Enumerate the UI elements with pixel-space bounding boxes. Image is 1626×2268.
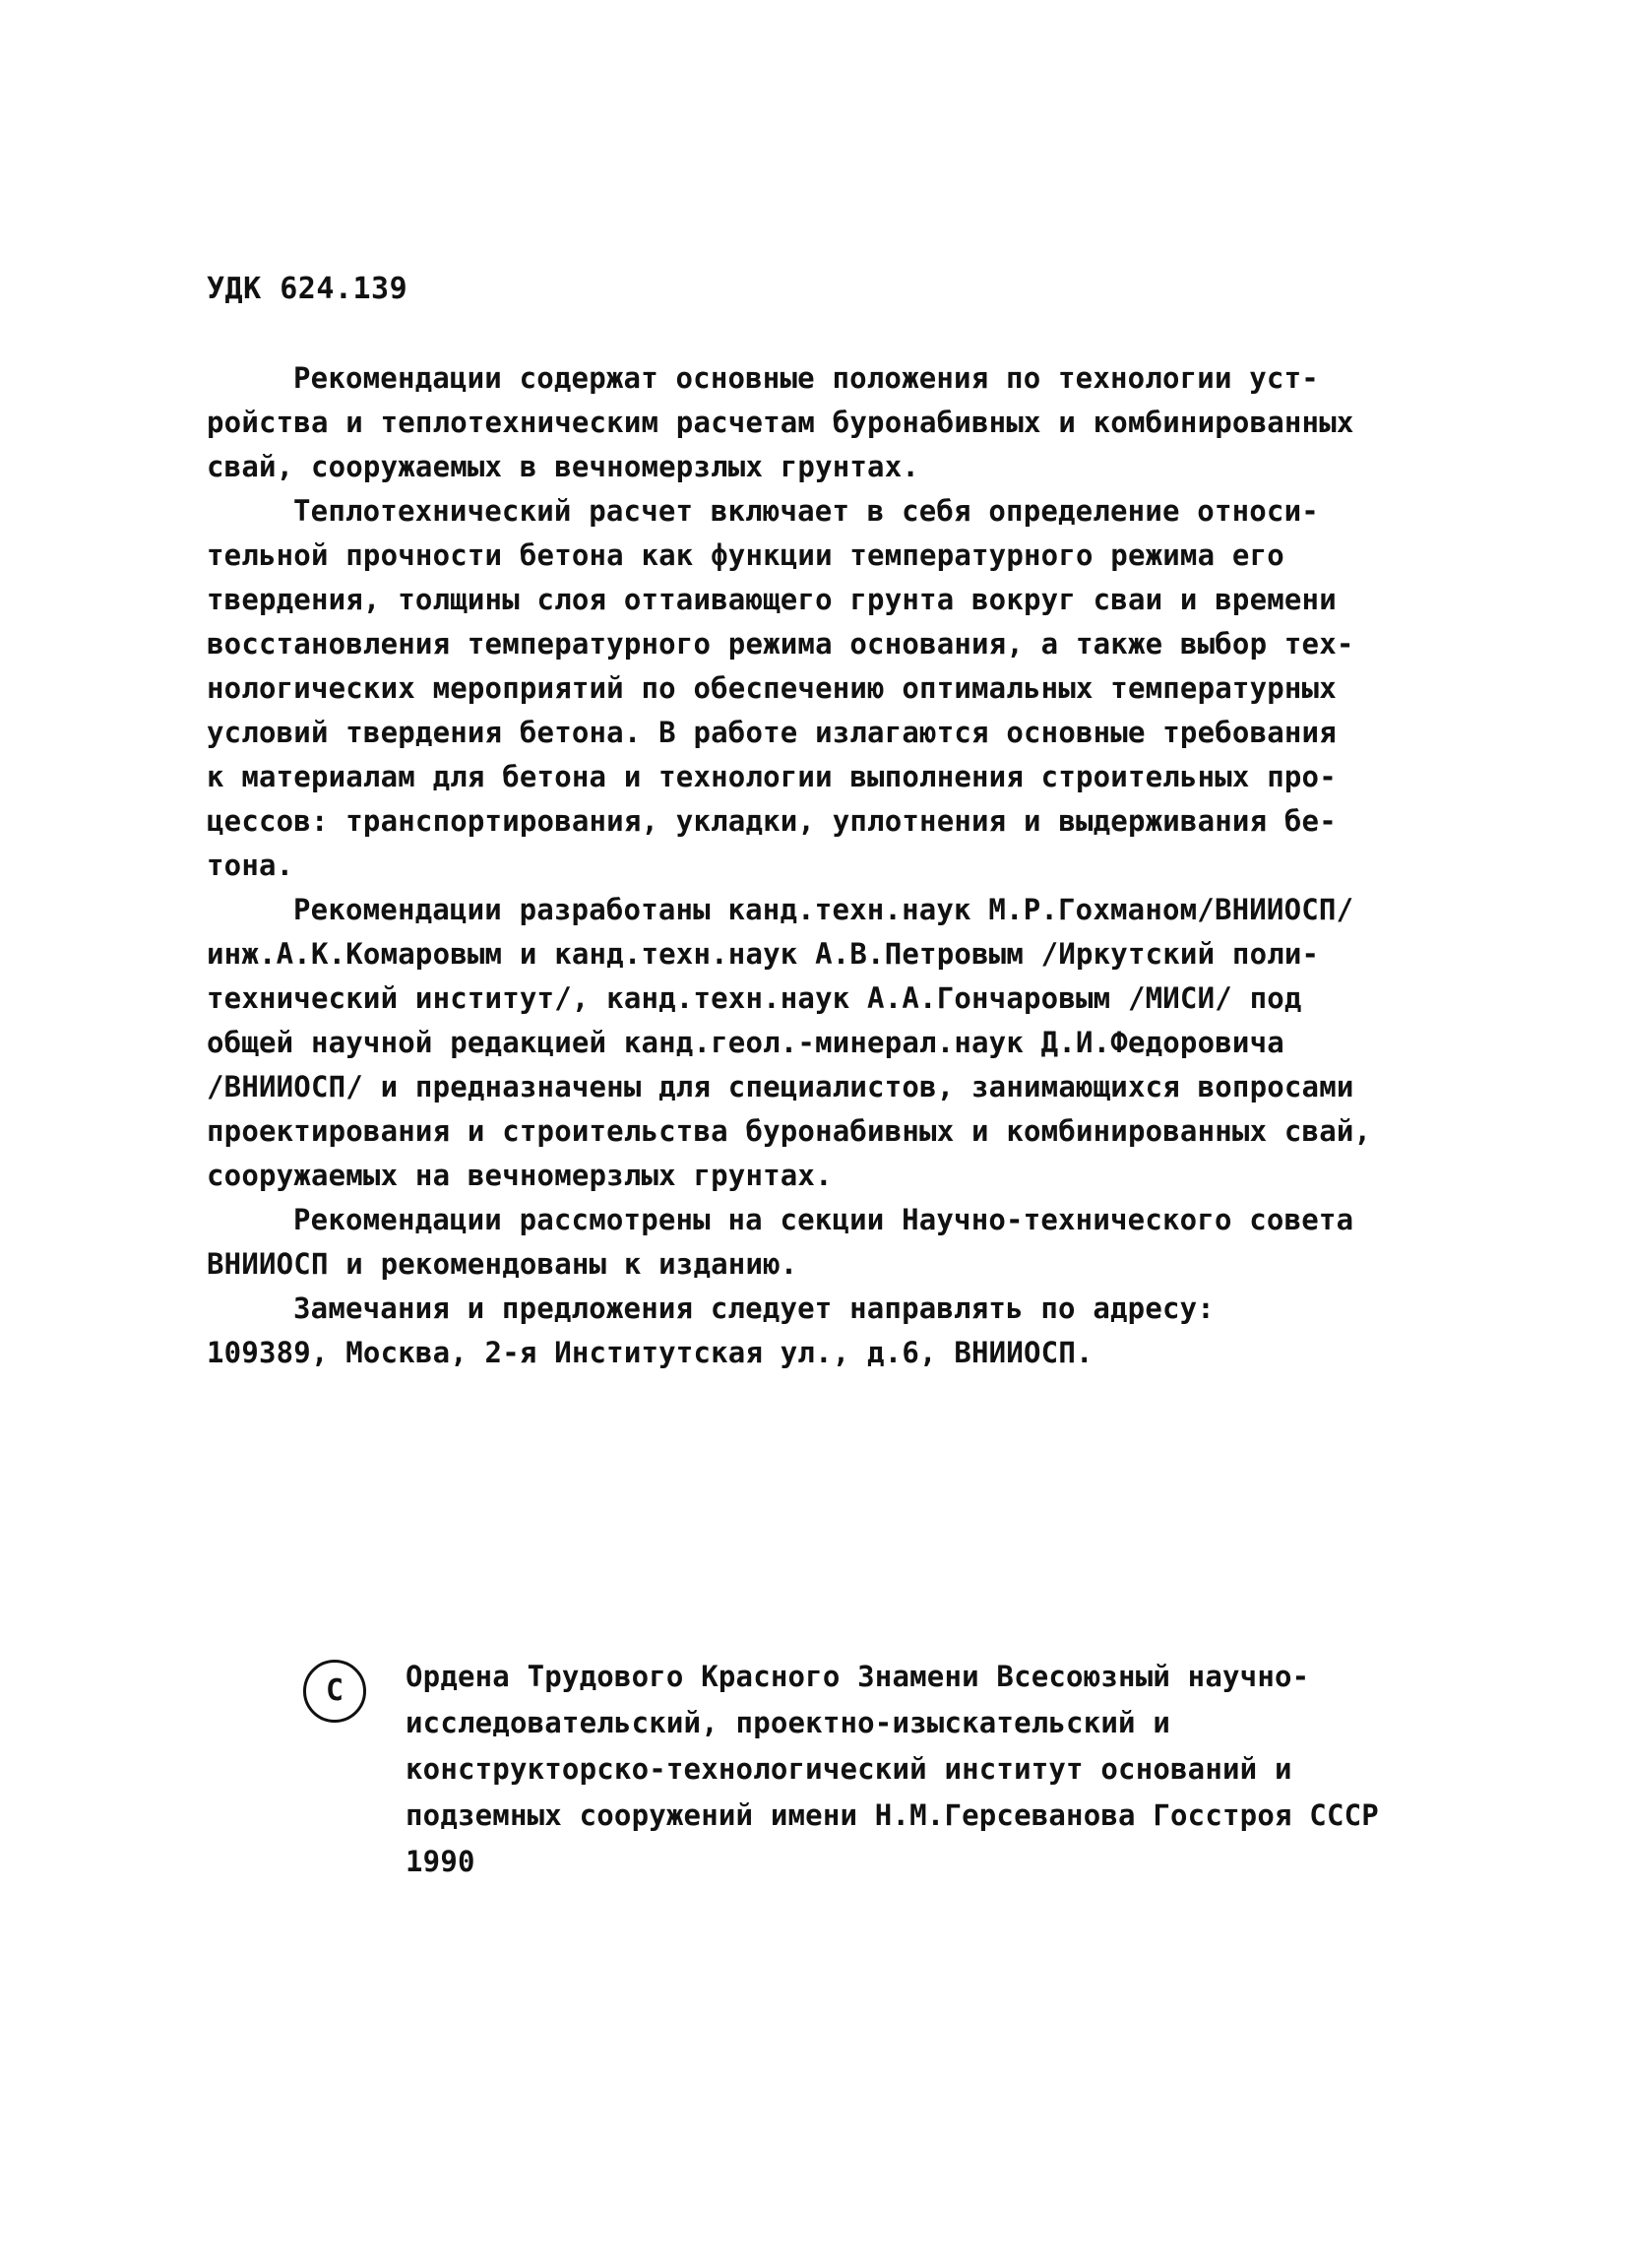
paragraph-line: цессов: транспортирования, укладки, уплотнения и выдерживания бе- (207, 804, 1337, 838)
paragraph-line: Рекомендации рассмотрены на секции Научно-технического совета (293, 1203, 1354, 1236)
paragraph-line: тона. (207, 849, 294, 882)
paragraph-5 (207, 1287, 1417, 1375)
paragraph-line: технический институт/, канд.техн.наук А.А.Гончаровым /МИСИ/ под (207, 981, 1302, 1015)
paragraph-2 (207, 489, 1417, 888)
paragraph-line: свай, сооружаемых в вечномерзлых грунтах. (207, 450, 920, 483)
paragraph-3 (207, 888, 1417, 1198)
paragraph-line: Теплотехнический расчет включает в себя определение относи- (293, 494, 1319, 528)
paragraph-4 (207, 1198, 1417, 1287)
paragraph-line: восстановления температурного режима основания, а также выбор тех- (207, 627, 1354, 661)
paragraph-line: Рекомендации разработаны канд.техн.наук М.Р.Гохманом/ВНИИОСП/ (293, 893, 1354, 926)
paragraph-line: сооружаемых на вечномерзлых грунтах. (207, 1159, 833, 1192)
copyright-icon: С (303, 1660, 366, 1723)
udc-code: УДК 624.139 (207, 272, 408, 306)
paragraph-line: тельной прочности бетона как функции температурного режима его (207, 538, 1284, 572)
abstract-body (207, 356, 1417, 1375)
paragraph-line: твердения, толщины слоя оттаивающего грунта вокруг сваи и времени (207, 583, 1337, 616)
paragraph-line: Рекомендации содержат основные положения по технологии уст- (293, 361, 1319, 395)
paragraph-line: инж.А.К.Комаровым и канд.техн.наук А.В.Петровым /Иркутский поли- (207, 937, 1320, 971)
copyright-line: Ордена Трудового Красного Знамени Всесоюзный научно- (406, 1660, 1310, 1693)
paragraph-1 (207, 356, 1417, 489)
paragraph-line: ройства и теплотехническим расчетам буронабивных и комбинированных (207, 406, 1354, 439)
copyright-line: исследовательский, проектно-изыскательский и (406, 1706, 1171, 1739)
paragraph-line: условий твердения бетона. В работе излагаются основные требования (207, 716, 1337, 749)
paragraph-line: 109389, Москва, 2-я Институтская ул., д.6, ВНИИОСП. (207, 1336, 1094, 1369)
paragraph-line: общей научной редакцией канд.геол.-минерал.наук Д.И.Федоровича (207, 1026, 1284, 1059)
paragraph-line: /ВНИИОСП/ и предназначены для специалистов, занимающихся вопросами (207, 1070, 1354, 1103)
paragraph-line: ВНИИОСП и рекомендованы к изданию. (207, 1247, 798, 1281)
copyright-line: подземных сооружений имени Н.М.Герсеванова Госстроя СССР (406, 1798, 1379, 1832)
copyright-text (406, 1654, 1429, 1885)
copyright-year: 1990 (406, 1845, 475, 1878)
paragraph-line: нологических мероприятий по обеспечению оптимальных температурных (207, 671, 1337, 705)
paragraph-line: проектирования и строительства буронабивных и комбинированных свай, (207, 1114, 1372, 1148)
paragraph-line: к материалам для бетона и технологии выполнения строительных про- (207, 760, 1337, 793)
copyright-line: конструкторско-технологический институт оснований и (406, 1752, 1292, 1786)
paragraph-line: Замечания и предложения следует направлять по адресу: (293, 1292, 1215, 1325)
